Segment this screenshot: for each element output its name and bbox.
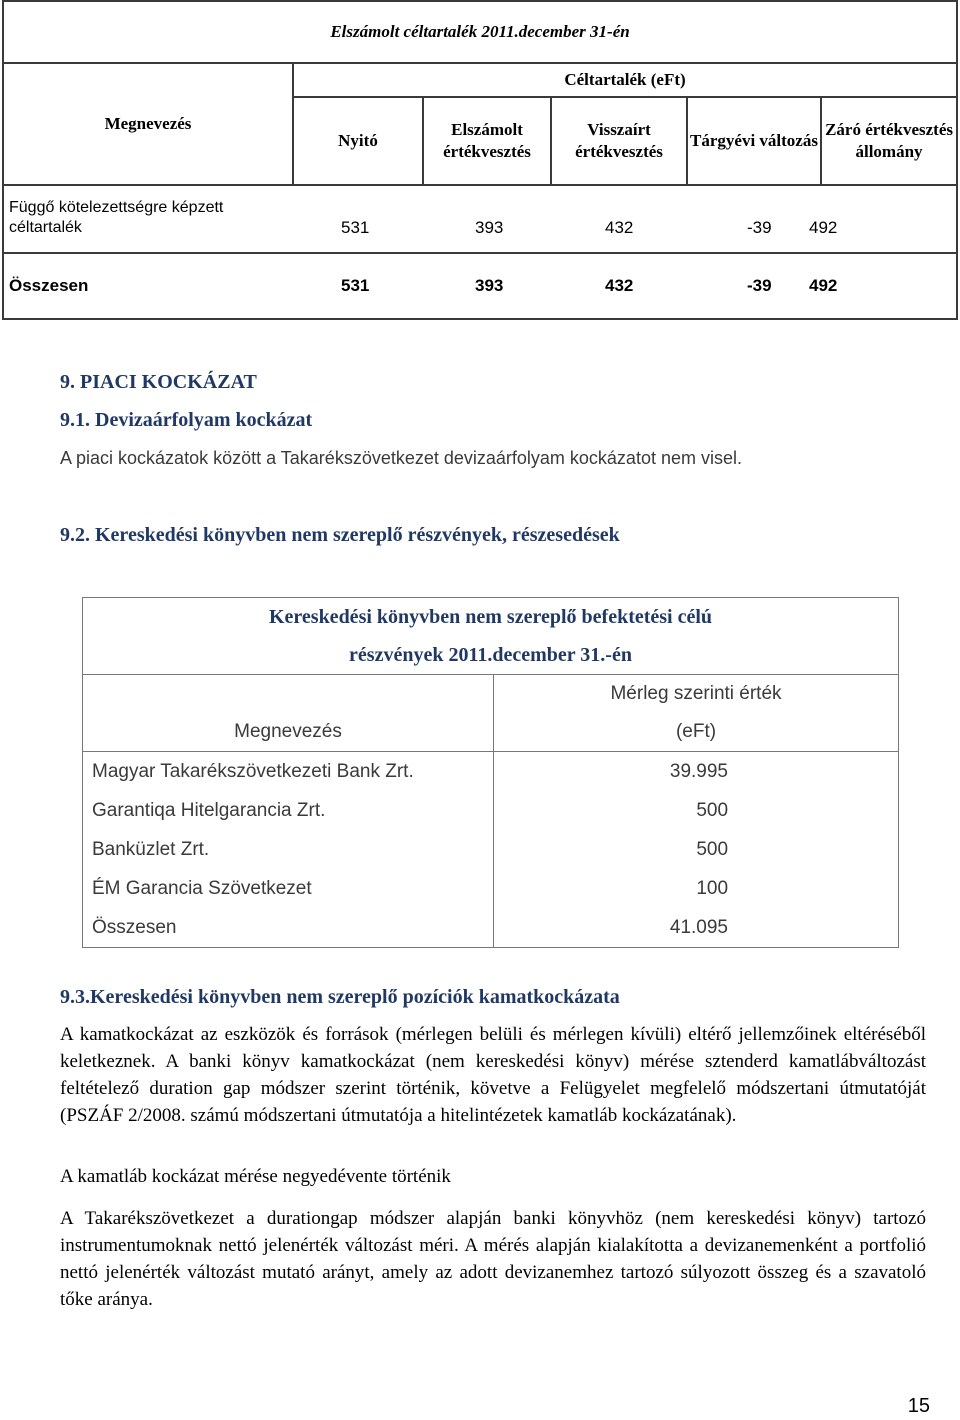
col-header-change: Tárgyévi változás — [687, 97, 821, 185]
section-9-2-title: 9.2. Kereskedési könyvben nem szereplő részvények, részesedések — [60, 524, 620, 546]
total-closing — [809, 253, 957, 319]
caption-line2: részvények 2011.december 31.-én — [349, 644, 632, 666]
row-value: 41.095 — [494, 908, 899, 948]
section-9-1-text: A piaci kockázatok között a Takarékszövetkezet devizaárfolyam kockázatot nem visel. — [60, 448, 742, 468]
cell-opening: 531 — [293, 185, 423, 253]
row-name: ÉM Garancia Szövetkezet — [83, 869, 494, 908]
provisions-table-caption: Elszámolt céltartalék 2011.december 31-én — [3, 1, 957, 63]
page-number: 15 — [907, 1395, 930, 1417]
row-name: Banküzlet Zrt. — [83, 830, 494, 869]
cell-reversed: 432 — [551, 185, 687, 253]
row-name: Garantiqa Hitelgarancia Zrt. — [83, 791, 494, 830]
table-total-row — [83, 908, 899, 948]
caption-line1: Kereskedési könyvben nem szereplő befektetési célú — [268, 606, 713, 628]
cell-accounted: 393 — [423, 185, 551, 253]
total-change: -39 — [687, 253, 821, 319]
row-label-line1: Függő kötelezettségre képzett — [9, 199, 224, 216]
cell-closing-value: 492 — [809, 218, 838, 237]
table-row — [3, 185, 957, 253]
table-row — [83, 869, 899, 908]
col-header-accounted: Elszámolt értékvesztés — [423, 97, 551, 185]
total-reversed: 432 — [551, 253, 687, 319]
row-name: Magyar Takarékszövetkezeti Bank Zrt. — [83, 752, 494, 792]
col-header-value — [494, 675, 899, 752]
table-row — [83, 830, 899, 869]
row-label — [3, 185, 293, 253]
row-label-line2: céltartalék — [9, 219, 82, 236]
total-closing-value: 492 — [809, 276, 838, 295]
row-value: 39.995 — [494, 752, 899, 792]
row-value: 500 — [494, 791, 899, 830]
section-9-1-title: 9.1. Devizaárfolyam kockázat — [60, 409, 313, 431]
row-name: Összesen — [83, 908, 494, 948]
section-9-3-para1: A kamatkockázat az eszközök és források (mérlegen belüli és mérlegen kívüli) eltérő jellemzőinek eltéréséből keletkeznek. A banki könyv kamatkockázat (nem kereskedési könyv) mérése sztenderd kamatlábváltozást feltételező duration gap módszer szerint történik, követve a Felügyelet megfelelő módszertani útmutatóját (PSZÁF 2/2008. számú módszertani útmutatója a hitelintézetek kamatláb kockázatának). — [60, 1024, 926, 1126]
col-header-closing: Záró értékvesztés állomány — [821, 97, 957, 185]
table-total-row — [3, 253, 957, 319]
section-9-3-para3: A Takarékszövetkezet a durationgap módszer alapján banki könyvhöz (nem kereskedési könyv) tartozó instrumentumoknak nettó jelenérték változást méri. A mérés alapján kialakította a devizanemenként a portfolió nettó jelenérték változást mutató arányt, amely az adott devizanemhez tartozó súlyozott összeg és a szavatoló tőke aránya. — [60, 1208, 926, 1310]
section-9-3-para2: A kamatláb kockázat mérése negyedévente történik — [60, 1166, 451, 1187]
section-9-title: 9. PIACI KOCKÁZAT — [60, 371, 257, 393]
col-header-name: Megnevezés — [83, 675, 494, 752]
table-row — [83, 752, 899, 792]
provisions-table — [2, 0, 958, 320]
cell-change: -39 — [687, 185, 821, 253]
section-9-3-title: 9.3.Kereskedési könyvben nem szereplő pozíciók kamatkockázata — [60, 986, 620, 1008]
col-header-opening: Nyitó — [293, 97, 423, 185]
investments-table-caption — [83, 598, 899, 675]
cell-closing — [809, 185, 957, 253]
col-header-value-line1: Mérleg szerinti érték — [610, 683, 782, 704]
col-header-value-line2: (eFt) — [675, 721, 717, 742]
investments-table — [82, 597, 899, 948]
row-value: 500 — [494, 830, 899, 869]
col-group-header: Céltartalék (eFt) — [293, 63, 957, 97]
total-label: Összesen — [3, 253, 293, 319]
col-header-reversed: Visszaírt értékvesztés — [551, 97, 687, 185]
col-header-name: Megnevezés — [3, 63, 293, 185]
total-accounted: 393 — [423, 253, 551, 319]
table-row — [83, 791, 899, 830]
row-value: 100 — [494, 869, 899, 908]
total-opening: 531 — [293, 253, 423, 319]
